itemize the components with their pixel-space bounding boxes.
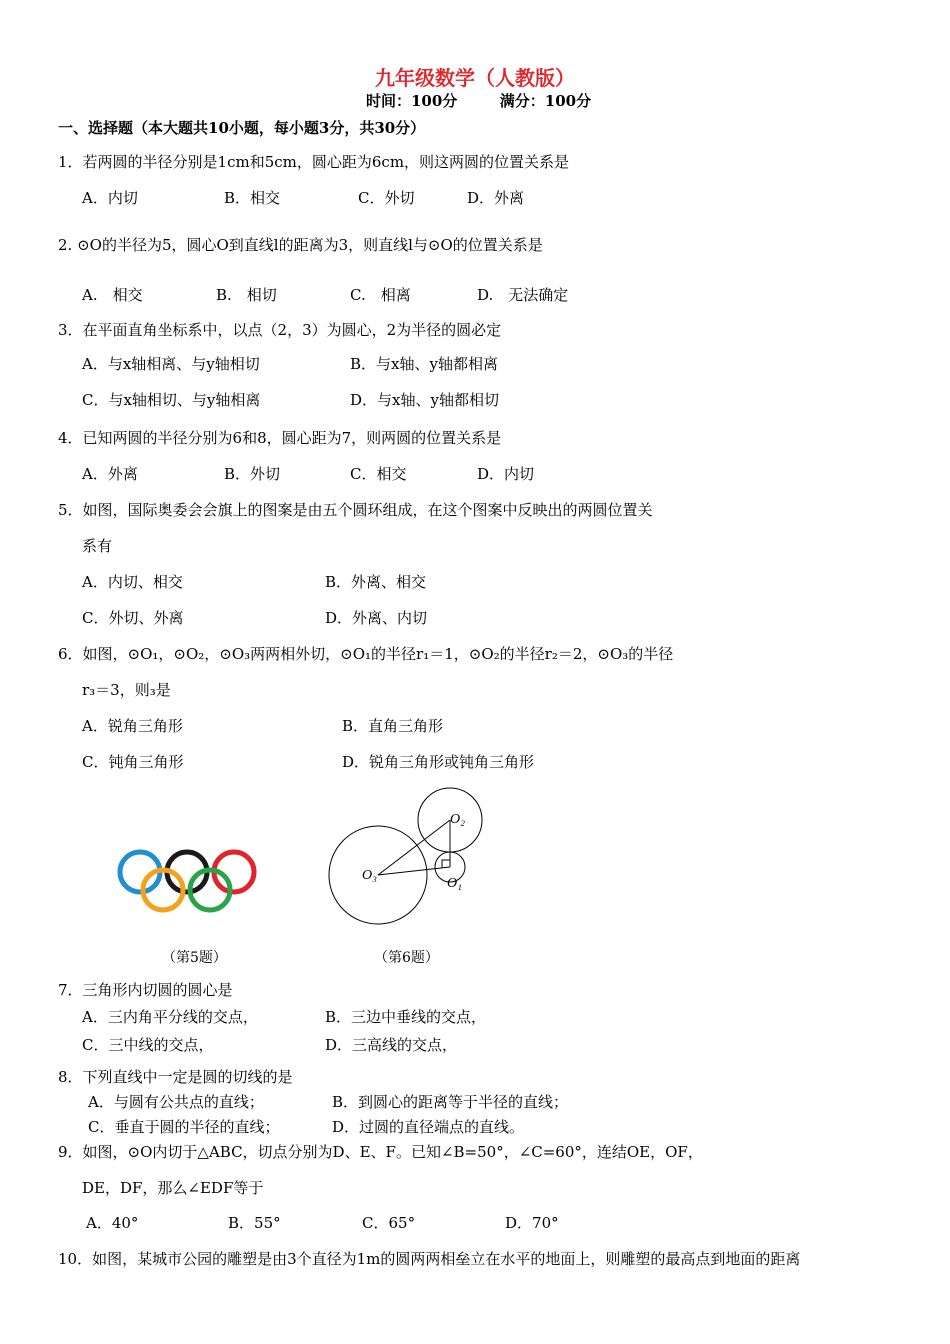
question-8-option-c: C．垂直于圆的半径的直线； (88, 1118, 280, 1136)
exam-info (366, 90, 591, 111)
question-7-option-c: C．三中线的交点， (82, 1036, 214, 1054)
question-3-option-a: A．与x轴相离、与y轴相切 (82, 355, 260, 373)
question-1-stem: 1．若两圆的半径分别是1cm和5cm，圆心距为6cm，则这两圆的位置关系是 (58, 153, 570, 171)
side-o3-o2 (378, 820, 450, 875)
question-4-option-b: B．外切 (224, 465, 281, 483)
question-7-option-d: D．三高线的交点， (325, 1036, 458, 1054)
question-1-option-b: B．相交 (224, 189, 281, 207)
question-6-option-c: C．钝角三角形 (82, 753, 184, 771)
question-4-option-d: D．内切 (477, 465, 535, 483)
question-3-option-b: B．与x轴、y轴都相离 (350, 355, 498, 373)
figure-5-caption: （第5题） (162, 950, 227, 966)
question-9-stem-line-2: DE，DF，那么∠EDF等于 (82, 1179, 264, 1197)
exam-score: 满分：100分 (499, 92, 592, 110)
label-o2: O₂ (450, 812, 465, 827)
question-6-option-a: A．锐角三角形 (82, 717, 183, 735)
question-5-option-a: A．内切、相交 (82, 573, 183, 591)
question-7-stem: 7．三角形内切圆的圆心是 (58, 981, 233, 999)
question-7-option-b: B．三边中垂线的交点， (325, 1008, 487, 1026)
question-5-stem-line-1: 5．如图，国际奥委会会旗上的图案是由五个圆环组成，在这个图案中反映出的两圆位置关 (58, 501, 653, 519)
question-10-stem: 10．如图，某城市公园的雕塑是由3个直径为1m的圆两两相垒立在水平的地面上，则雕塑的最高点到地面的距离 (58, 1250, 801, 1268)
question-4-stem: 4．已知两圆的半径分别为6和8，圆心距为7，则两圆的位置关系是 (58, 429, 502, 447)
question-2-option-a: A. 相交 (82, 286, 143, 304)
figure-6-caption: （第6题） (374, 950, 439, 966)
side-o3-o1 (378, 867, 450, 875)
question-9-option-a: A．40° (86, 1214, 139, 1232)
question-8-option-b: B．到圆心的距离等于半径的直线； (332, 1093, 569, 1111)
label-o1: O₁ (447, 876, 462, 891)
question-1-option-c: C．外切 (358, 189, 415, 207)
question-3-stem: 3．在平面直角坐标系中，以点（2，3）为圆心，2为半径的圆必定 (58, 321, 502, 339)
question-5-stem-line-2: 系有 (82, 537, 113, 555)
question-1-option-d: D．外离 (467, 189, 525, 207)
question-6-stem-line-2: r₃＝3，则₃是 (82, 681, 171, 699)
question-5-option-b: B．外离、相交 (325, 573, 427, 591)
question-9-option-b: B．55° (228, 1214, 281, 1232)
question-2-option-c: C. 相离 (350, 286, 411, 304)
question-1-option-a: A．内切 (82, 189, 138, 207)
question-8-option-d: D．过圆的直径端点的直线。 (332, 1118, 525, 1136)
question-2-option-d: D. 无法确定 (477, 286, 569, 304)
question-8-option-a: A．与圆有公共点的直线； (88, 1093, 264, 1111)
question-6-option-d: D．锐角三角形或钝角三角形 (342, 753, 535, 771)
question-9-stem-line-1: 9．如图，⊙O内切于△ABC，切点分别为D、E、F。已知∠B=50°，∠C=60°，连结OE，OF， (58, 1143, 703, 1161)
question-8-stem: 8．下列直线中一定是圆的切线的是 (58, 1068, 293, 1086)
exam-time: 时间：100分 (366, 92, 458, 110)
question-6-stem-line-1: 6．如图，⊙O₁，⊙O₂，⊙O₃两两相外切，⊙O₁的半径r₁＝1，⊙O₂的半径r₂＝2，⊙O₃的半径 (58, 645, 674, 663)
question-3-option-d: D．与x轴、y轴都相切 (350, 391, 499, 409)
question-2-stem: 2. ⊙O的半径为5，圆心O到直线l的距离为3，则直线l与⊙O的位置关系是 (58, 236, 543, 254)
tangent-circles-figure (320, 780, 500, 930)
section-heading: 一、选择题（本大题共10小题，每小题3分，共30分） (58, 119, 426, 137)
page-title: 九年级数学（人教版） (375, 66, 575, 90)
question-7-option-a: A．三内角平分线的交点， (82, 1008, 258, 1026)
question-5-option-d: D．外离、内切 (325, 609, 428, 627)
question-4-option-a: A．外离 (82, 465, 138, 483)
olympic-rings-figure (110, 840, 270, 920)
label-o3: O₃ (362, 868, 377, 883)
question-3-option-c: C．与x轴相切、与y轴相离 (82, 391, 261, 409)
question-9-option-c: C．65° (362, 1214, 416, 1232)
question-6-option-b: B．直角三角形 (342, 717, 444, 735)
question-4-option-c: C．相交 (350, 465, 407, 483)
question-5-option-c: C．外切、外离 (82, 609, 184, 627)
question-2-option-b: B. 相切 (216, 286, 277, 304)
question-9-option-d: D．70° (505, 1214, 559, 1232)
